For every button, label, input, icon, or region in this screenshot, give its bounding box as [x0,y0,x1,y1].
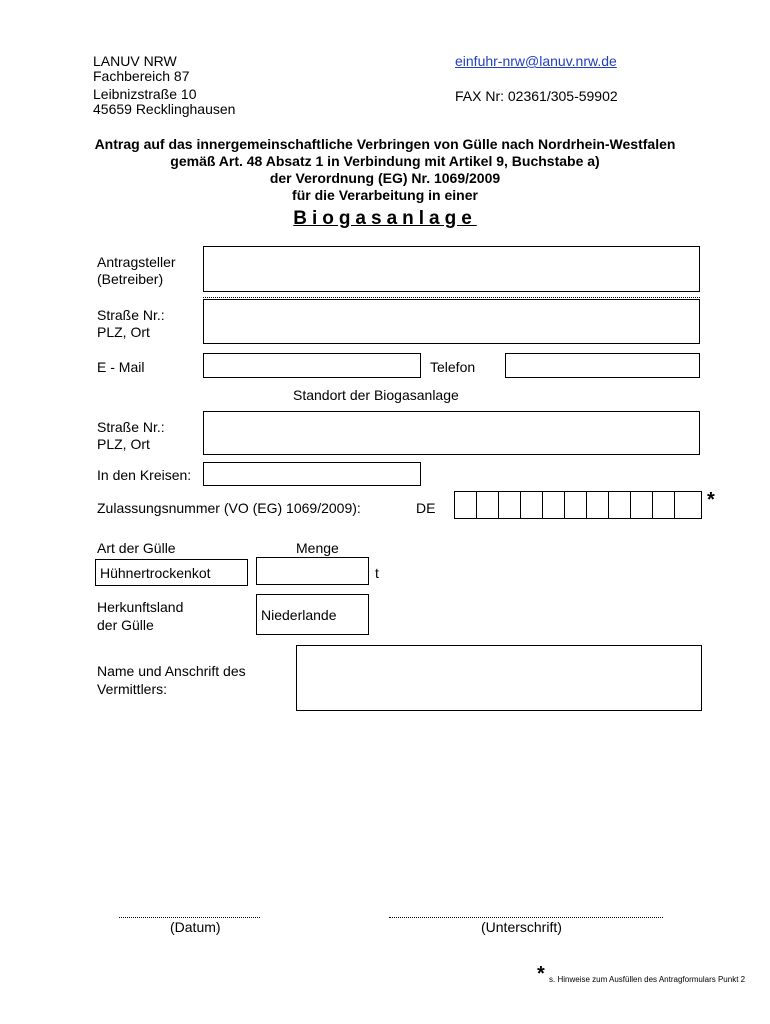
page-title: Biogasanlage [293,208,477,229]
title-line-4: für die Verarbeitung in einer [292,187,478,203]
title-line-3: der Verordnung (EG) Nr. 1069/2009 [269,170,501,186]
broker-field[interactable] [296,645,702,711]
signature-line[interactable] [389,917,663,918]
approval-digit-cell[interactable] [653,492,675,518]
approval-digit-cell[interactable] [565,492,587,518]
approval-digit-cell[interactable] [675,492,697,518]
broker-label: Name und Anschrift des [97,663,246,679]
origin-label-sub: der Gülle [97,617,154,633]
manure-type-field[interactable] [95,559,248,586]
quantity-label: Menge [296,540,339,556]
approval-digit-cell[interactable] [521,492,543,518]
site-street-label: Straße Nr.: [97,419,165,435]
quantity-field[interactable] [256,557,369,585]
approval-digit-cell[interactable] [609,492,631,518]
approval-label: Zulassungsnummer (VO (EG) 1069/2009): [97,500,361,516]
footnote-marker: * [707,489,715,511]
district-label: In den Kreisen: [97,467,192,483]
site-heading: Standort der Biogasanlage [293,387,459,403]
signature-label: (Unterschrift) [481,919,562,935]
district-field[interactable] [203,462,421,486]
approval-digit-cell[interactable] [543,492,565,518]
manure-type-label: Art der Gülle [97,540,176,556]
applicant-field[interactable] [203,246,700,292]
manure-type-value: Hühnertrockenkot [100,564,211,581]
city-label: PLZ, Ort [97,324,150,340]
approval-digit-cell[interactable] [499,492,521,518]
phone-label: Telefon [430,359,476,375]
date-line[interactable] [119,917,260,918]
approval-digit-cell[interactable] [631,492,653,518]
approval-digit-cell[interactable] [477,492,499,518]
approval-prefix: DE [416,500,436,516]
site-city-label: PLZ, Ort [97,436,150,452]
org-department: Fachbereich 87 [93,68,190,84]
origin-label: Herkunftsland [97,599,184,615]
applicant-label-sub: (Betreiber) [97,271,164,287]
phone-field[interactable] [505,353,700,378]
approval-number-field[interactable] [454,491,702,519]
divider [203,297,700,298]
email-link[interactable]: einfuhr-nrw@lanuv.nrw.de [455,53,617,69]
title-line-2: gemäß Art. 48 Absatz 1 in Verbindung mit Artikel 9, Buchstabe a) [170,153,600,169]
date-label: (Datum) [170,919,221,935]
approval-digit-cell[interactable] [587,492,609,518]
org-city: 45659 Recklinghausen [93,101,236,117]
applicant-label: Antragsteller [97,254,176,270]
footnote-text: s. Hinweise zum Ausfüllen des Antragformulars Punkt 2 [549,975,746,984]
fax-number: FAX Nr: 02361/305-59902 [455,88,618,104]
footnote-star: * [537,963,545,985]
org-name: LANUV NRW [93,53,177,69]
quantity-unit: t [375,565,379,581]
email-label: E - Mail [97,359,145,375]
address-field[interactable] [203,299,700,344]
title-line-1: Antrag auf das innergemeinschaftliche Verbringen von Gülle nach Nordrhein-Westfalen [94,136,676,152]
origin-value: Niederlande [261,606,337,623]
org-street: Leibnizstraße 10 [93,86,197,102]
broker-label-sub: Vermittlers: [97,681,168,697]
email-field[interactable] [203,353,421,378]
origin-field[interactable] [256,594,369,635]
street-label: Straße Nr.: [97,307,165,323]
approval-digit-cell[interactable] [455,492,477,518]
site-address-field[interactable] [203,411,700,455]
